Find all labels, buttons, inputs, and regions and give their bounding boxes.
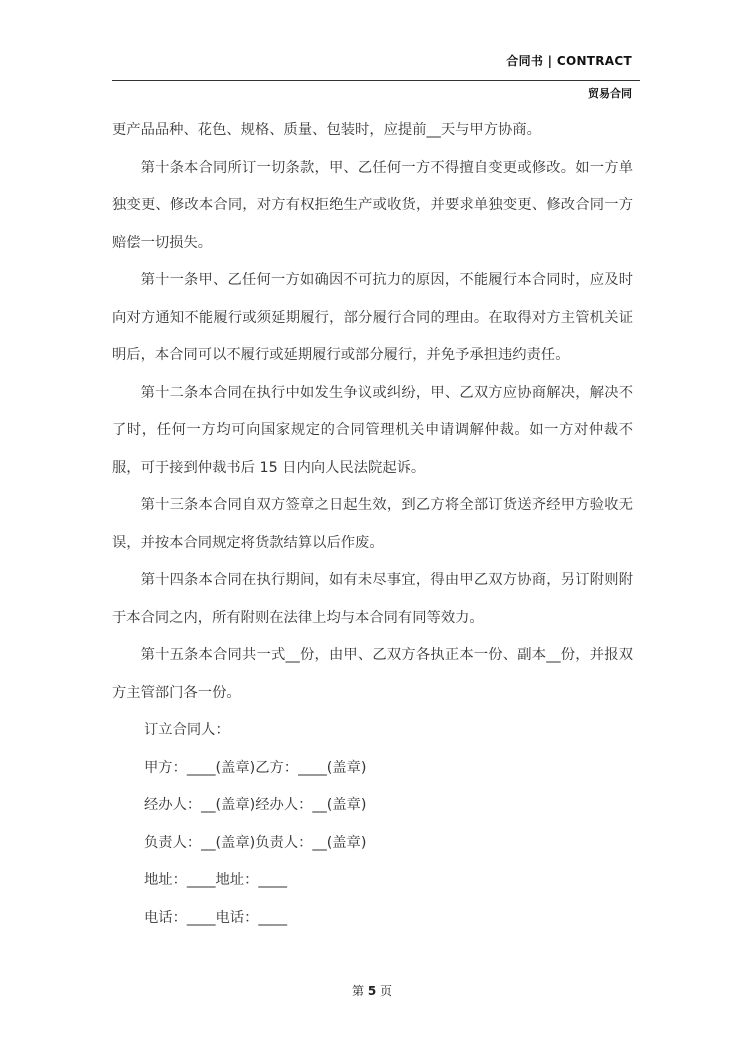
clause-15: 第十五条本合同共一式__份，由甲、乙双方各执正本一份、副本__份，并报双方主管部门各一份。 [112, 647, 633, 701]
header-title: 合同书 | CONTRACT [506, 54, 632, 68]
header-subtitle: 贸易合同 [588, 87, 632, 100]
clause-14: 第十四条本合同在执行期间，如有未尽事宜，得由甲乙双方协商，另订附则附于本合同之内，所有附则在法律上均与本合同有同等效力。 [112, 572, 633, 626]
header-divider [112, 80, 640, 81]
paragraph-continuation: 更产品品种、花色、规格、质量、包装时，应提前__天与甲方协商。 [112, 122, 541, 138]
signature-responsible-line: 负责人：__(盖章)负责人：__(盖章) [144, 834, 367, 851]
signature-party-line: 甲方：____(盖章)乙方：____(盖章) [144, 759, 367, 776]
page-prefix: 第 [351, 984, 364, 998]
page-number-value: 5 [367, 984, 377, 998]
document-body [112, 112, 633, 937]
signature-phone-line: 电话：____电话：____ [144, 909, 287, 926]
signature-heading: 订立合同人： [144, 722, 230, 738]
clause-12: 第十二条本合同在执行中如发生争议或纠纷，甲、乙双方应协商解决，解决不了时，任何一方均可向国家规定的合同管理机关申请调解仲裁。如一方对仲裁不服，可于接到仲裁书后 15 日内向人民法院起诉。 [112, 384, 633, 476]
page-number [0, 982, 744, 999]
signature-address-line: 地址：____地址：____ [144, 872, 287, 888]
clause-11: 第十一条甲、乙任何一方如确因不可抗力的原因，不能履行本合同时，应及时向对方通知不能履行或须延期履行，部分履行合同的理由。在取得对方主管机关证明后，本合同可以不履行或延期履行或部分履行，并免予承担违约责任。 [112, 272, 633, 363]
clause-10: 第十条本合同所订一切条款，甲、乙任何一方不得擅自变更或修改。如一方单独变更、修改本合同，对方有权拒绝生产或收货，并要求单独变更、修改合同一方赔偿一切损失。 [112, 159, 633, 251]
signature-handler-line: 经办人：__(盖章)经办人：__(盖章) [144, 797, 367, 813]
clause-13: 第十三条本合同自双方签章之日起生效，到乙方将全部订货送齐经甲方验收无误，并按本合同规定将货款结算以后作废。 [112, 497, 633, 551]
page-suffix: 页 [380, 984, 393, 998]
